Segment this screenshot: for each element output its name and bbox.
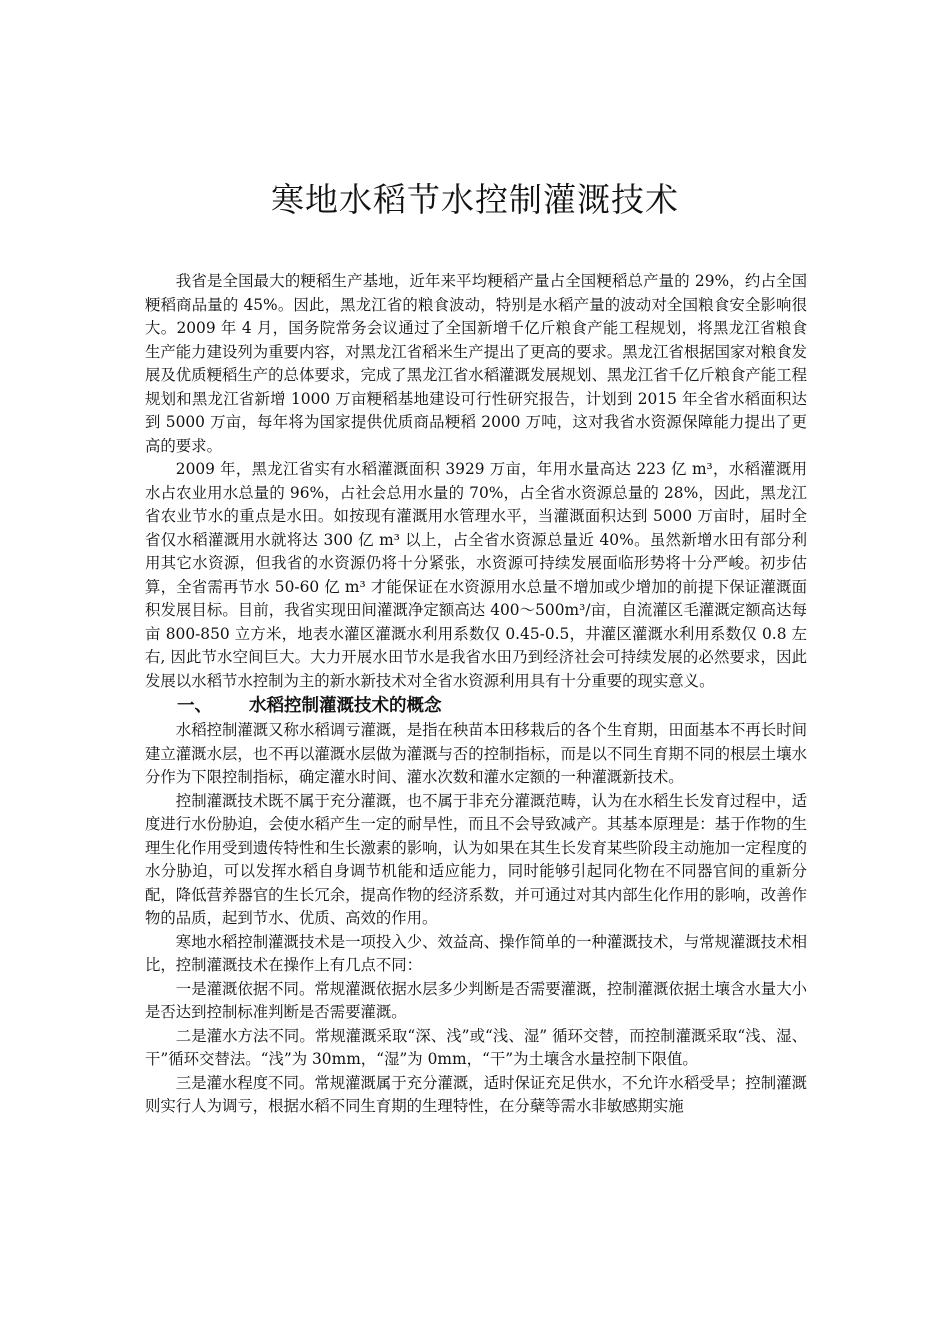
comparison-paragraph: 寒地水稻控制灌溉技术是一项投入少、效益高、操作简单的一种灌溉技术，与常规灌溉技术相比，控制灌溉技术在操作上有几点不同： (145, 932, 807, 974)
definition-paragraph: 水稻控制灌溉又称水稻调亏灌溉，是指在秧苗本田移栽后的各个生育期，田面基本不再长时间建立灌溉水层，也不再以灌溉水层做为灌溉与否的控制指标，而是以不同生育期不同的根层土壤水分作为下限控制指标，确定灌水时间、灌水次数和灌水定额的一种灌溉新技术。 (145, 721, 807, 786)
document-title: 寒地水稻节水控制灌溉技术 (271, 180, 679, 219)
difference-3-paragraph: 三是灌水程度不同。常规灌溉属于充分灌溉，适时保证充足供水，不允许水稻受旱；控制灌溉则实行人为调亏，根据水稻不同生育期的生理特性，在分蘖等需水非敏感期实施 (145, 1073, 807, 1115)
difference-2-paragraph: 二是灌水方法不同。常规灌溉采取“深、浅”或“浅、湿” 循环交替，而控制灌溉采取“浅、湿、干”循环交替法。“浅”为 30mm，“湿”为 0mm，“干”为土壤含水量控制下限值。 (145, 1026, 807, 1068)
principle-paragraph: 控制灌溉技术既不属于充分灌溉，也不属于非充分灌溉范畴，认为在水稻生长发育过程中，适度进行水份胁迫，会使水稻产生一定的耐旱性，而且不会导致减产。其基本原理是：基于作物的生理生化作用受到遗传特性和生长激素的影响，认为如果在其生长发育某些阶段主动施加一定程度的水分胁迫，可以发挥水稻自身调节机能和适应能力，同时能够引起同化物在不同器官间的重新分配，降低营养器官的生长冗余，提高作物的经济系数，并可通过对其内部生化作用的影响，改善作物的品质，起到节水、优质、高效的作用。 (145, 791, 807, 927)
water-usage-paragraph: 2009 年，黑龙江省实有水稻灌溉面积 3929 万亩，年用水量高达 223 亿 m³，水稻灌溉用水占农业用水总量的 96%，占社会总用水量的 70%，占全省水资源总量的 28%，因此，黑龙江省农业节水的重点是水田。如按现有灌溉用水管理水平，当灌溉面积达到 5000 万亩时，届时全省仅水稻灌溉用水就将达 300 亿 m³ 以上，占全省水资源总量近 40%。虽然新增水田有部分利用其它水资源，但我省的水资源仍将十分紧张，水资源可持续发展面临形势将十分严峻。初步估算，全省需再节水 50-60 亿 m³ 才能保证在水资源用水总量不增加或少增加的前提下保证灌溉面积发展目标。目前，我省实现田间灌溉净定额高达 400～500m³/亩，自流灌区毛灌溉定额高达每亩 800-850 立方米，地表水灌区灌溉水利用系数仅 0.45-0.5，井灌区灌溉水利用系数仅 0.8 左右, 因此节水空间巨大。大力开展水田节水是我省水田乃到经济社会可持续发展的必然要求，因此发展以水稻节水控制为主的新水新技术对全省水资源利用具有十分重要的现实意义。 (145, 460, 807, 690)
section-heading (145, 693, 807, 719)
section-number: 一、 (177, 696, 212, 716)
difference-1-paragraph: 一是灌溉依据不同。常规灌溉依据水层多少判断是否需要灌溉，控制灌溉依据土壤含水量大小是否达到控制标准判断是否需要灌溉。 (145, 979, 807, 1021)
intro-paragraph: 我省是全国最大的粳稻生产基地，近年来平均粳稻产量占全国粳稻总产量的 29%，约占全国粳稻商品量的 45%。因此，黑龙江省的粮食波动，特别是水稻产量的波动对全国粮食安全影响很大。2009 年 4 月，国务院常务会议通过了全国新增千亿斤粮食产能工程规划，将黑龙江省粮食生产能力建设列为重要内容，对黑龙江省稻米生产提出了更高的要求。黑龙江省根据国家对粮食发展及优质粳稻生产的总体要求，完成了黑龙江省水稻灌溉发展规划、黑龙江省千亿斤粮食产能工程规划和黑龙江省新增 1000 万亩粳稻基地建设可行性研究报告，计划到 2015 年全省水稻面积达到 5000 万亩，每年将为国家提供优质商品粳稻 2000 万吨，这对我省水资源保障能力提出了更高的要求。 (145, 272, 807, 455)
section-title: 水稻控制灌溉技术的概念 (249, 696, 442, 716)
document-body (145, 270, 807, 1119)
